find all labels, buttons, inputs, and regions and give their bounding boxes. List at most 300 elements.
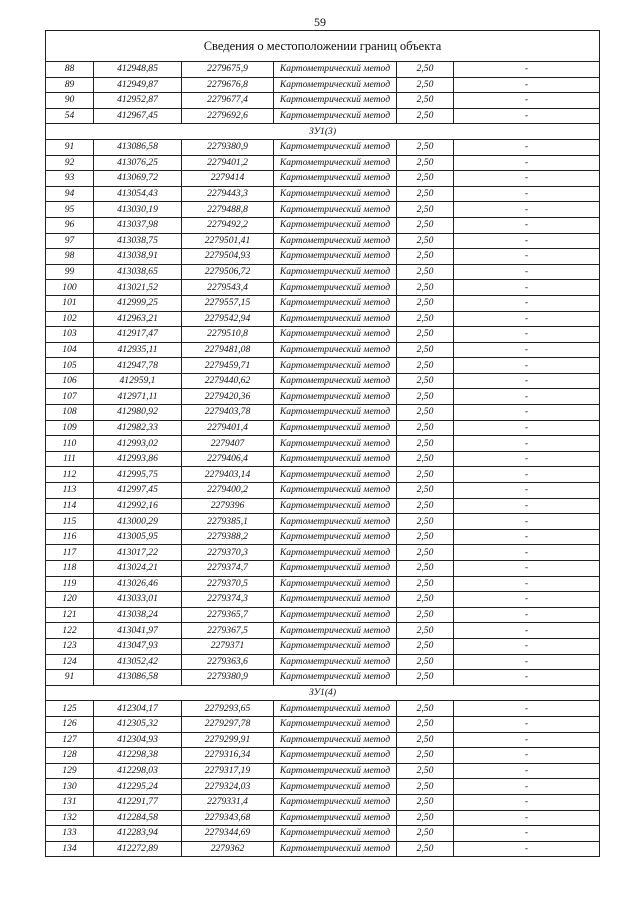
- x-coordinate-cell: 412935,11: [94, 342, 182, 358]
- description-cell: -: [454, 561, 600, 577]
- x-coordinate-cell: 413069,72: [94, 171, 182, 187]
- table-row: [46, 514, 600, 530]
- method-cell: Картометрический метод: [274, 561, 397, 577]
- method-cell: Картометрический метод: [274, 638, 397, 654]
- y-coordinate-cell: 2279481,08: [182, 342, 274, 358]
- accuracy-cell: 2,50: [397, 779, 454, 795]
- point-number-cell: 105: [46, 358, 94, 374]
- description-cell: -: [454, 670, 600, 686]
- description-cell: -: [454, 576, 600, 592]
- method-cell: Картометрический метод: [274, 716, 397, 732]
- description-cell: -: [454, 373, 600, 389]
- point-number-cell: 99: [46, 264, 94, 280]
- method-cell: Картометрический метод: [274, 202, 397, 218]
- table-row: [46, 77, 600, 93]
- description-cell: -: [454, 529, 600, 545]
- table-row: [46, 779, 600, 795]
- point-number-cell: 118: [46, 561, 94, 577]
- accuracy-cell: 2,50: [397, 810, 454, 826]
- x-coordinate-cell: 413005,95: [94, 529, 182, 545]
- table-row: [46, 451, 600, 467]
- table-title: Сведения о местоположении границ объекта: [46, 31, 600, 62]
- y-coordinate-cell: 2279401,4: [182, 420, 274, 436]
- table-row: [46, 576, 600, 592]
- description-cell: -: [454, 420, 600, 436]
- description-cell: -: [454, 654, 600, 670]
- x-coordinate-cell: 413000,29: [94, 514, 182, 530]
- accuracy-cell: 2,50: [397, 342, 454, 358]
- table-row: [46, 249, 600, 265]
- point-number-cell: 91: [46, 670, 94, 686]
- accuracy-cell: 2,50: [397, 841, 454, 857]
- accuracy-cell: 2,50: [397, 670, 454, 686]
- table-row: [46, 202, 600, 218]
- description-cell: -: [454, 467, 600, 483]
- point-number-cell: 113: [46, 483, 94, 499]
- x-coordinate-cell: 412291,77: [94, 794, 182, 810]
- table-row: [46, 342, 600, 358]
- accuracy-cell: 2,50: [397, 794, 454, 810]
- description-cell: -: [454, 638, 600, 654]
- method-cell: Картометрический метод: [274, 810, 397, 826]
- description-cell: -: [454, 155, 600, 171]
- point-number-cell: 132: [46, 810, 94, 826]
- method-cell: Картометрический метод: [274, 483, 397, 499]
- y-coordinate-cell: 2279316,34: [182, 748, 274, 764]
- description-cell: -: [454, 342, 600, 358]
- description-cell: -: [454, 405, 600, 421]
- method-cell: Картометрический метод: [274, 529, 397, 545]
- x-coordinate-cell: 412305,32: [94, 716, 182, 732]
- y-coordinate-cell: 2279501,41: [182, 233, 274, 249]
- x-coordinate-cell: 412993,02: [94, 436, 182, 452]
- point-number-cell: 116: [46, 529, 94, 545]
- method-cell: Картометрический метод: [274, 732, 397, 748]
- point-number-cell: 100: [46, 280, 94, 296]
- point-number-cell: 122: [46, 623, 94, 639]
- accuracy-cell: 2,50: [397, 405, 454, 421]
- accuracy-cell: 2,50: [397, 280, 454, 296]
- method-cell: Картометрический метод: [274, 467, 397, 483]
- y-coordinate-cell: 2279324,03: [182, 779, 274, 795]
- table-row: [46, 171, 600, 187]
- table-row: [46, 467, 600, 483]
- point-number-cell: 119: [46, 576, 94, 592]
- accuracy-cell: 2,50: [397, 233, 454, 249]
- description-cell: -: [454, 77, 600, 93]
- accuracy-cell: 2,50: [397, 498, 454, 514]
- accuracy-cell: 2,50: [397, 155, 454, 171]
- accuracy-cell: 2,50: [397, 358, 454, 374]
- x-coordinate-cell: 413021,52: [94, 280, 182, 296]
- accuracy-cell: 2,50: [397, 295, 454, 311]
- point-number-cell: 130: [46, 779, 94, 795]
- accuracy-cell: 2,50: [397, 171, 454, 187]
- table-row: [46, 233, 600, 249]
- y-coordinate-cell: 2279344,69: [182, 826, 274, 842]
- table-row: [46, 93, 600, 109]
- x-coordinate-cell: 413026,46: [94, 576, 182, 592]
- point-number-cell: 90: [46, 93, 94, 109]
- method-cell: Картометрический метод: [274, 748, 397, 764]
- y-coordinate-cell: 2279407: [182, 436, 274, 452]
- x-coordinate-cell: 413024,21: [94, 561, 182, 577]
- y-coordinate-cell: 2279488,8: [182, 202, 274, 218]
- y-coordinate-cell: 2279692,6: [182, 108, 274, 124]
- accuracy-cell: 2,50: [397, 826, 454, 842]
- accuracy-cell: 2,50: [397, 202, 454, 218]
- accuracy-cell: 2,50: [397, 311, 454, 327]
- description-cell: -: [454, 62, 600, 78]
- table-row: [46, 826, 600, 842]
- table-row: [46, 498, 600, 514]
- method-cell: Картометрический метод: [274, 155, 397, 171]
- point-number-cell: 109: [46, 420, 94, 436]
- description-cell: -: [454, 794, 600, 810]
- table-body: [46, 31, 600, 857]
- point-number-cell: 125: [46, 701, 94, 717]
- accuracy-cell: 2,50: [397, 139, 454, 155]
- x-coordinate-cell: 412298,38: [94, 748, 182, 764]
- point-number-cell: 114: [46, 498, 94, 514]
- method-cell: Картометрический метод: [274, 420, 397, 436]
- method-cell: Картометрический метод: [274, 62, 397, 78]
- y-coordinate-cell: 2279363,6: [182, 654, 274, 670]
- x-coordinate-cell: 412284,58: [94, 810, 182, 826]
- accuracy-cell: 2,50: [397, 576, 454, 592]
- y-coordinate-cell: 2279293,65: [182, 701, 274, 717]
- description-cell: -: [454, 358, 600, 374]
- point-number-cell: 107: [46, 389, 94, 405]
- description-cell: -: [454, 264, 600, 280]
- table-row: [46, 280, 600, 296]
- y-coordinate-cell: 2279443,3: [182, 186, 274, 202]
- description-cell: -: [454, 171, 600, 187]
- x-coordinate-cell: 412997,45: [94, 483, 182, 499]
- accuracy-cell: 2,50: [397, 249, 454, 265]
- point-number-cell: 112: [46, 467, 94, 483]
- accuracy-cell: 2,50: [397, 451, 454, 467]
- point-number-cell: 106: [46, 373, 94, 389]
- y-coordinate-cell: 2279420,36: [182, 389, 274, 405]
- description-cell: -: [454, 545, 600, 561]
- accuracy-cell: 2,50: [397, 654, 454, 670]
- description-cell: -: [454, 186, 600, 202]
- method-cell: Картометрический метод: [274, 451, 397, 467]
- x-coordinate-cell: 413038,65: [94, 264, 182, 280]
- point-number-cell: 91: [46, 139, 94, 155]
- table-row: [46, 483, 600, 499]
- y-coordinate-cell: 2279380,9: [182, 670, 274, 686]
- method-cell: Картометрический метод: [274, 592, 397, 608]
- table-row: [46, 436, 600, 452]
- x-coordinate-cell: 412971,11: [94, 389, 182, 405]
- table-row: [46, 311, 600, 327]
- x-coordinate-cell: 413038,75: [94, 233, 182, 249]
- table-row: [46, 186, 600, 202]
- accuracy-cell: 2,50: [397, 108, 454, 124]
- description-cell: -: [454, 716, 600, 732]
- accuracy-cell: 2,50: [397, 186, 454, 202]
- table-row: [46, 841, 600, 857]
- accuracy-cell: 2,50: [397, 545, 454, 561]
- y-coordinate-cell: 2279370,5: [182, 576, 274, 592]
- point-number-cell: 96: [46, 217, 94, 233]
- description-cell: -: [454, 202, 600, 218]
- point-number-cell: 115: [46, 514, 94, 530]
- description-cell: -: [454, 108, 600, 124]
- point-number-cell: 54: [46, 108, 94, 124]
- y-coordinate-cell: 2279492,2: [182, 217, 274, 233]
- description-cell: -: [454, 295, 600, 311]
- x-coordinate-cell: 413052,42: [94, 654, 182, 670]
- description-cell: -: [454, 327, 600, 343]
- accuracy-cell: 2,50: [397, 607, 454, 623]
- description-cell: -: [454, 93, 600, 109]
- y-coordinate-cell: 2279401,2: [182, 155, 274, 171]
- x-coordinate-cell: 412949,87: [94, 77, 182, 93]
- y-coordinate-cell: 2279374,3: [182, 592, 274, 608]
- y-coordinate-cell: 2279388,2: [182, 529, 274, 545]
- table-row: [46, 607, 600, 623]
- method-cell: Картометрический метод: [274, 139, 397, 155]
- table-row: [46, 295, 600, 311]
- x-coordinate-cell: 413037,98: [94, 217, 182, 233]
- section-label: ЗУ1(3): [46, 124, 600, 140]
- point-number-cell: 95: [46, 202, 94, 218]
- point-number-cell: 128: [46, 748, 94, 764]
- method-cell: Картометрический метод: [274, 623, 397, 639]
- y-coordinate-cell: 2279675,9: [182, 62, 274, 78]
- point-number-cell: 133: [46, 826, 94, 842]
- y-coordinate-cell: 2279506,72: [182, 264, 274, 280]
- description-cell: -: [454, 763, 600, 779]
- point-number-cell: 117: [46, 545, 94, 561]
- method-cell: Картометрический метод: [274, 763, 397, 779]
- table-row: [46, 327, 600, 343]
- table-row: [46, 529, 600, 545]
- y-coordinate-cell: 2279543,4: [182, 280, 274, 296]
- point-number-cell: 89: [46, 77, 94, 93]
- y-coordinate-cell: 2279406,4: [182, 451, 274, 467]
- table-row: [46, 794, 600, 810]
- description-cell: -: [454, 498, 600, 514]
- x-coordinate-cell: 413086,58: [94, 670, 182, 686]
- table-row: [46, 358, 600, 374]
- method-cell: Картометрический метод: [274, 327, 397, 343]
- method-cell: Картометрический метод: [274, 841, 397, 857]
- x-coordinate-cell: 413030,19: [94, 202, 182, 218]
- section-label: ЗУ1(4): [46, 685, 600, 701]
- table-row: [46, 62, 600, 78]
- x-coordinate-cell: 412272,89: [94, 841, 182, 857]
- method-cell: Картометрический метод: [274, 514, 397, 530]
- x-coordinate-cell: 412298,03: [94, 763, 182, 779]
- description-cell: -: [454, 217, 600, 233]
- accuracy-cell: 2,50: [397, 716, 454, 732]
- description-cell: -: [454, 249, 600, 265]
- method-cell: Картометрический метод: [274, 186, 397, 202]
- accuracy-cell: 2,50: [397, 623, 454, 639]
- y-coordinate-cell: 2279403,14: [182, 467, 274, 483]
- x-coordinate-cell: 412982,33: [94, 420, 182, 436]
- y-coordinate-cell: 2279367,5: [182, 623, 274, 639]
- method-cell: Картометрический метод: [274, 701, 397, 717]
- method-cell: Картометрический метод: [274, 358, 397, 374]
- y-coordinate-cell: 2279504,93: [182, 249, 274, 265]
- point-number-cell: 129: [46, 763, 94, 779]
- accuracy-cell: 2,50: [397, 467, 454, 483]
- method-cell: Картометрический метод: [274, 794, 397, 810]
- table-row: [46, 405, 600, 421]
- x-coordinate-cell: 412947,78: [94, 358, 182, 374]
- description-cell: -: [454, 810, 600, 826]
- table-row: [46, 701, 600, 717]
- y-coordinate-cell: 2279677,4: [182, 93, 274, 109]
- description-cell: -: [454, 514, 600, 530]
- accuracy-cell: 2,50: [397, 327, 454, 343]
- table-row: [46, 748, 600, 764]
- method-cell: Картометрический метод: [274, 389, 397, 405]
- boundary-coordinates-table: [45, 30, 600, 857]
- method-cell: Картометрический метод: [274, 405, 397, 421]
- method-cell: Картометрический метод: [274, 93, 397, 109]
- method-cell: Картометрический метод: [274, 779, 397, 795]
- method-cell: Картометрический метод: [274, 436, 397, 452]
- accuracy-cell: 2,50: [397, 264, 454, 280]
- method-cell: Картометрический метод: [274, 576, 397, 592]
- accuracy-cell: 2,50: [397, 373, 454, 389]
- point-number-cell: 97: [46, 233, 94, 249]
- description-cell: -: [454, 732, 600, 748]
- y-coordinate-cell: 2279343,68: [182, 810, 274, 826]
- table-row: [46, 155, 600, 171]
- y-coordinate-cell: 2279317,19: [182, 763, 274, 779]
- x-coordinate-cell: 412283,94: [94, 826, 182, 842]
- x-coordinate-cell: 413041,97: [94, 623, 182, 639]
- point-number-cell: 127: [46, 732, 94, 748]
- accuracy-cell: 2,50: [397, 420, 454, 436]
- y-coordinate-cell: 2279374,7: [182, 561, 274, 577]
- method-cell: Картометрический метод: [274, 670, 397, 686]
- section-header-row: [46, 124, 600, 140]
- accuracy-cell: 2,50: [397, 217, 454, 233]
- table-row: [46, 592, 600, 608]
- description-cell: -: [454, 139, 600, 155]
- method-cell: Картометрический метод: [274, 171, 397, 187]
- table-row: [46, 732, 600, 748]
- accuracy-cell: 2,50: [397, 732, 454, 748]
- description-cell: -: [454, 436, 600, 452]
- table-row: [46, 623, 600, 639]
- accuracy-cell: 2,50: [397, 763, 454, 779]
- point-number-cell: 126: [46, 716, 94, 732]
- description-cell: -: [454, 607, 600, 623]
- accuracy-cell: 2,50: [397, 748, 454, 764]
- y-coordinate-cell: 2279400,2: [182, 483, 274, 499]
- y-coordinate-cell: 2279362: [182, 841, 274, 857]
- x-coordinate-cell: 412995,75: [94, 467, 182, 483]
- method-cell: Картометрический метод: [274, 342, 397, 358]
- accuracy-cell: 2,50: [397, 638, 454, 654]
- table-title-row: [46, 31, 600, 62]
- method-cell: Картометрический метод: [274, 233, 397, 249]
- point-number-cell: 108: [46, 405, 94, 421]
- method-cell: Картометрический метод: [274, 264, 397, 280]
- description-cell: -: [454, 233, 600, 249]
- description-cell: -: [454, 701, 600, 717]
- accuracy-cell: 2,50: [397, 592, 454, 608]
- point-number-cell: 98: [46, 249, 94, 265]
- description-cell: -: [454, 748, 600, 764]
- point-number-cell: 92: [46, 155, 94, 171]
- method-cell: Картометрический метод: [274, 545, 397, 561]
- page-number: 59: [314, 15, 326, 29]
- method-cell: Картометрический метод: [274, 280, 397, 296]
- y-coordinate-cell: 2279414: [182, 171, 274, 187]
- method-cell: Картометрический метод: [274, 217, 397, 233]
- x-coordinate-cell: 412952,87: [94, 93, 182, 109]
- table-row: [46, 810, 600, 826]
- description-cell: -: [454, 623, 600, 639]
- point-number-cell: 103: [46, 327, 94, 343]
- x-coordinate-cell: 412917,47: [94, 327, 182, 343]
- accuracy-cell: 2,50: [397, 93, 454, 109]
- x-coordinate-cell: 412959,1: [94, 373, 182, 389]
- y-coordinate-cell: 2279299,91: [182, 732, 274, 748]
- x-coordinate-cell: 412999,25: [94, 295, 182, 311]
- y-coordinate-cell: 2279370,3: [182, 545, 274, 561]
- table-row: [46, 545, 600, 561]
- table-row: [46, 108, 600, 124]
- x-coordinate-cell: 413047,93: [94, 638, 182, 654]
- y-coordinate-cell: 2279557,15: [182, 295, 274, 311]
- x-coordinate-cell: 412304,93: [94, 732, 182, 748]
- table-row: [46, 561, 600, 577]
- table-row: [46, 373, 600, 389]
- x-coordinate-cell: 413038,24: [94, 607, 182, 623]
- method-cell: Картометрический метод: [274, 295, 397, 311]
- description-cell: -: [454, 311, 600, 327]
- x-coordinate-cell: 413017,22: [94, 545, 182, 561]
- table-row: [46, 389, 600, 405]
- y-coordinate-cell: 2279385,1: [182, 514, 274, 530]
- boundary-table-frame: [45, 30, 599, 857]
- x-coordinate-cell: 412948,85: [94, 62, 182, 78]
- table-row: [46, 217, 600, 233]
- x-coordinate-cell: 412295,24: [94, 779, 182, 795]
- y-coordinate-cell: 2279403,78: [182, 405, 274, 421]
- point-number-cell: 131: [46, 794, 94, 810]
- x-coordinate-cell: 413054,43: [94, 186, 182, 202]
- x-coordinate-cell: 413086,58: [94, 139, 182, 155]
- accuracy-cell: 2,50: [397, 561, 454, 577]
- description-cell: -: [454, 592, 600, 608]
- point-number-cell: 124: [46, 654, 94, 670]
- y-coordinate-cell: 2279396: [182, 498, 274, 514]
- description-cell: -: [454, 389, 600, 405]
- x-coordinate-cell: 413038,91: [94, 249, 182, 265]
- method-cell: Картометрический метод: [274, 249, 397, 265]
- point-number-cell: 123: [46, 638, 94, 654]
- y-coordinate-cell: 2279297,78: [182, 716, 274, 732]
- description-cell: -: [454, 451, 600, 467]
- method-cell: Картометрический метод: [274, 108, 397, 124]
- point-number-cell: 120: [46, 592, 94, 608]
- description-cell: -: [454, 280, 600, 296]
- y-coordinate-cell: 2279459,71: [182, 358, 274, 374]
- y-coordinate-cell: 2279380,9: [182, 139, 274, 155]
